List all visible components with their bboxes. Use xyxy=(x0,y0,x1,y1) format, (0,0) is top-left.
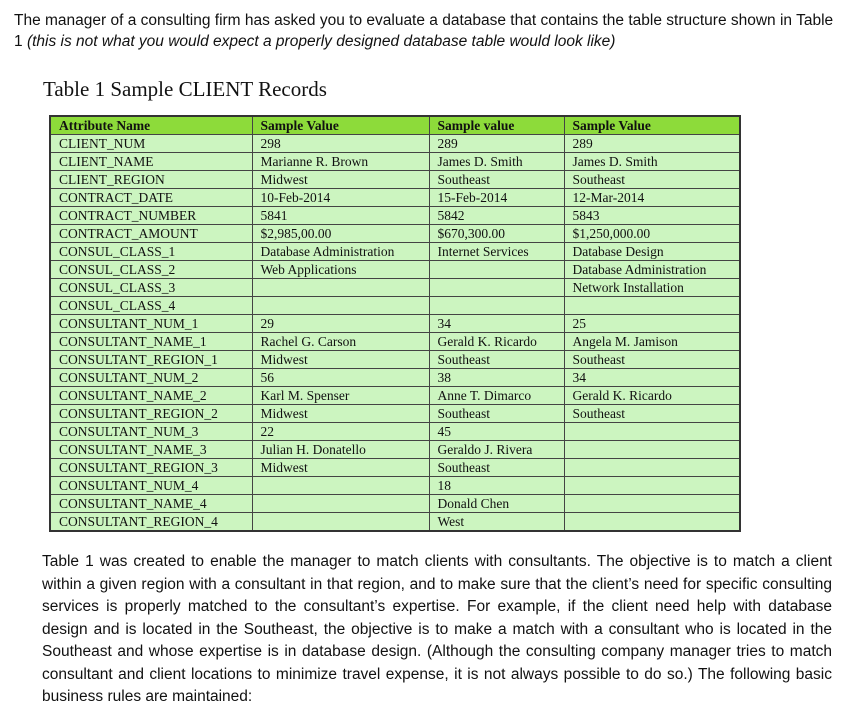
table-row xyxy=(50,243,740,261)
sample-value-cell xyxy=(564,423,740,441)
sample-value-cell: 38 xyxy=(429,369,564,387)
sample-value-cell: 5842 xyxy=(429,207,564,225)
client-records-table xyxy=(49,115,741,532)
sample-value-cell xyxy=(564,495,740,513)
sample-value-cell: Database Administration xyxy=(564,261,740,279)
sample-value-cell: Gerald K. Ricardo xyxy=(564,387,740,405)
sample-value-cell: Rachel G. Carson xyxy=(252,333,429,351)
attribute-name-cell: CONSULTANT_NAME_3 xyxy=(50,441,252,459)
sample-value-cell: Network Installation xyxy=(564,279,740,297)
sample-value-cell xyxy=(429,261,564,279)
attribute-name-cell: CONSULTANT_NUM_4 xyxy=(50,477,252,495)
sample-value-cell: Midwest xyxy=(252,459,429,477)
table-row xyxy=(50,225,740,243)
sample-value-cell: Southeast xyxy=(564,405,740,423)
sample-value-cell: 5843 xyxy=(564,207,740,225)
table-row xyxy=(50,333,740,351)
table-row xyxy=(50,495,740,513)
header-sample-value-3: Sample Value xyxy=(564,116,740,135)
table-row xyxy=(50,405,740,423)
sample-value-cell xyxy=(252,297,429,315)
attribute-name-cell: CONTRACT_AMOUNT xyxy=(50,225,252,243)
sample-value-cell: 45 xyxy=(429,423,564,441)
table-row xyxy=(50,297,740,315)
sample-value-cell: Southeast xyxy=(429,405,564,423)
attribute-name-cell: CONSUL_CLASS_1 xyxy=(50,243,252,261)
attribute-name-cell: CONSULTANT_NAME_4 xyxy=(50,495,252,513)
attribute-name-cell: CONSULTANT_NUM_3 xyxy=(50,423,252,441)
sample-value-cell: Midwest xyxy=(252,405,429,423)
table-row xyxy=(50,459,740,477)
attribute-name-cell: CONSULTANT_REGION_1 xyxy=(50,351,252,369)
table-header-row xyxy=(50,116,740,135)
sample-value-cell: 15-Feb-2014 xyxy=(429,189,564,207)
attribute-name-cell: CONSULTANT_REGION_3 xyxy=(50,459,252,477)
sample-value-cell xyxy=(564,441,740,459)
sample-value-cell: 25 xyxy=(564,315,740,333)
sample-value-cell: Donald Chen xyxy=(429,495,564,513)
sample-value-cell: James D. Smith xyxy=(564,153,740,171)
table-row xyxy=(50,135,740,153)
table-row xyxy=(50,351,740,369)
intro-text xyxy=(14,10,844,52)
attribute-name-cell: CONTRACT_NUMBER xyxy=(50,207,252,225)
table-row xyxy=(50,513,740,532)
sample-value-cell xyxy=(252,279,429,297)
sample-value-cell: Database Design xyxy=(564,243,740,261)
attribute-name-cell: CLIENT_NAME xyxy=(50,153,252,171)
sample-value-cell: Midwest xyxy=(252,171,429,189)
sample-value-cell: Midwest xyxy=(252,351,429,369)
attribute-name-cell: CONSULTANT_REGION_4 xyxy=(50,513,252,532)
sample-value-cell: West xyxy=(429,513,564,532)
table-row xyxy=(50,387,740,405)
sample-value-cell: Southeast xyxy=(429,351,564,369)
header-sample-value-2: Sample value xyxy=(429,116,564,135)
sample-value-cell: James D. Smith xyxy=(429,153,564,171)
attribute-name-cell: CONSULTANT_NUM_2 xyxy=(50,369,252,387)
sample-value-cell: Marianne R. Brown xyxy=(252,153,429,171)
sample-value-cell: Karl M. Spenser xyxy=(252,387,429,405)
sample-value-cell xyxy=(429,279,564,297)
intro-sentence: The manager of a consulting firm has asked you to evaluate a database that contains the table structure shown in Table 1 xyxy=(14,12,834,50)
sample-value-cell: Anne T. Dimarco xyxy=(429,387,564,405)
attribute-name-cell: CONSUL_CLASS_3 xyxy=(50,279,252,297)
sample-value-cell: Database Administration xyxy=(252,243,429,261)
table-caption: Table 1 Sample CLIENT Records xyxy=(43,77,327,101)
table-row xyxy=(50,171,740,189)
table-row xyxy=(50,369,740,387)
table-row xyxy=(50,423,740,441)
sample-value-cell: $670,300.00 xyxy=(429,225,564,243)
sample-value-cell: 22 xyxy=(252,423,429,441)
header-attribute-name: Attribute Name xyxy=(50,116,252,135)
attribute-name-cell: CONSUL_CLASS_4 xyxy=(50,297,252,315)
sample-value-cell: 10-Feb-2014 xyxy=(252,189,429,207)
sample-value-cell xyxy=(252,495,429,513)
sample-value-cell: 298 xyxy=(252,135,429,153)
table-body xyxy=(50,135,740,532)
table-row xyxy=(50,441,740,459)
sample-value-cell: 289 xyxy=(564,135,740,153)
attribute-name-cell: CONTRACT_DATE xyxy=(50,189,252,207)
intro-note: (this is not what you would expect a properly designed database table would look like) xyxy=(26,33,616,50)
sample-value-cell: Southeast xyxy=(564,351,740,369)
attribute-name-cell: CONSULTANT_NUM_1 xyxy=(50,315,252,333)
table-row xyxy=(50,477,740,495)
attribute-name-cell: CLIENT_NUM xyxy=(50,135,252,153)
sample-value-cell xyxy=(564,297,740,315)
sample-value-cell: Southeast xyxy=(429,171,564,189)
table-row xyxy=(50,207,740,225)
sample-value-cell xyxy=(252,513,429,532)
sample-value-cell: Gerald K. Ricardo xyxy=(429,333,564,351)
sample-value-cell: 56 xyxy=(252,369,429,387)
table-row xyxy=(50,279,740,297)
table-row xyxy=(50,261,740,279)
sample-value-cell: $2,985,00.00 xyxy=(252,225,429,243)
sample-value-cell: 34 xyxy=(564,369,740,387)
attribute-name-cell: CONSULTANT_NAME_2 xyxy=(50,387,252,405)
sample-value-cell: Southeast xyxy=(429,459,564,477)
sample-value-cell: 18 xyxy=(429,477,564,495)
sample-value-cell: Geraldo J. Rivera xyxy=(429,441,564,459)
sample-value-cell: 12-Mar-2014 xyxy=(564,189,740,207)
sample-value-cell: Southeast xyxy=(564,171,740,189)
sample-value-cell: 289 xyxy=(429,135,564,153)
table-row xyxy=(50,189,740,207)
attribute-name-cell: CONSULTANT_NAME_1 xyxy=(50,333,252,351)
attribute-name-cell: CONSUL_CLASS_2 xyxy=(50,261,252,279)
sample-value-cell: $1,250,000.00 xyxy=(564,225,740,243)
sample-value-cell xyxy=(564,459,740,477)
sample-value-cell: 34 xyxy=(429,315,564,333)
sample-value-cell xyxy=(429,297,564,315)
attribute-name-cell: CLIENT_REGION xyxy=(50,171,252,189)
attribute-name-cell: CONSULTANT_REGION_2 xyxy=(50,405,252,423)
body-paragraph: Table 1 was created to enable the manager to match clients with consultants. The objective is to match a client within a given region with a consultant in that region, and to make sure that the client’s need for specific consulting services is properly matched to the consultant’s expertise. For example, if the client need help with database design and is located in the Southeast, the objective is to make a match with a consultant who is located in the Southeast and whose expertise is in database design. (Although the consulting company manager tries to match consultant and client locations to minimize travel expense, it is not always possible to do so.) The following basic business rules are maintained: xyxy=(42,553,832,705)
header-sample-value-1: Sample Value xyxy=(252,116,429,135)
sample-value-cell: 5841 xyxy=(252,207,429,225)
table-row xyxy=(50,315,740,333)
sample-value-cell: 29 xyxy=(252,315,429,333)
sample-value-cell xyxy=(564,477,740,495)
sample-value-cell: Internet Services xyxy=(429,243,564,261)
sample-value-cell: Julian H. Donatello xyxy=(252,441,429,459)
sample-value-cell: Web Applications xyxy=(252,261,429,279)
sample-value-cell xyxy=(252,477,429,495)
table-row xyxy=(50,153,740,171)
sample-value-cell xyxy=(564,513,740,532)
sample-value-cell: Angela M. Jamison xyxy=(564,333,740,351)
